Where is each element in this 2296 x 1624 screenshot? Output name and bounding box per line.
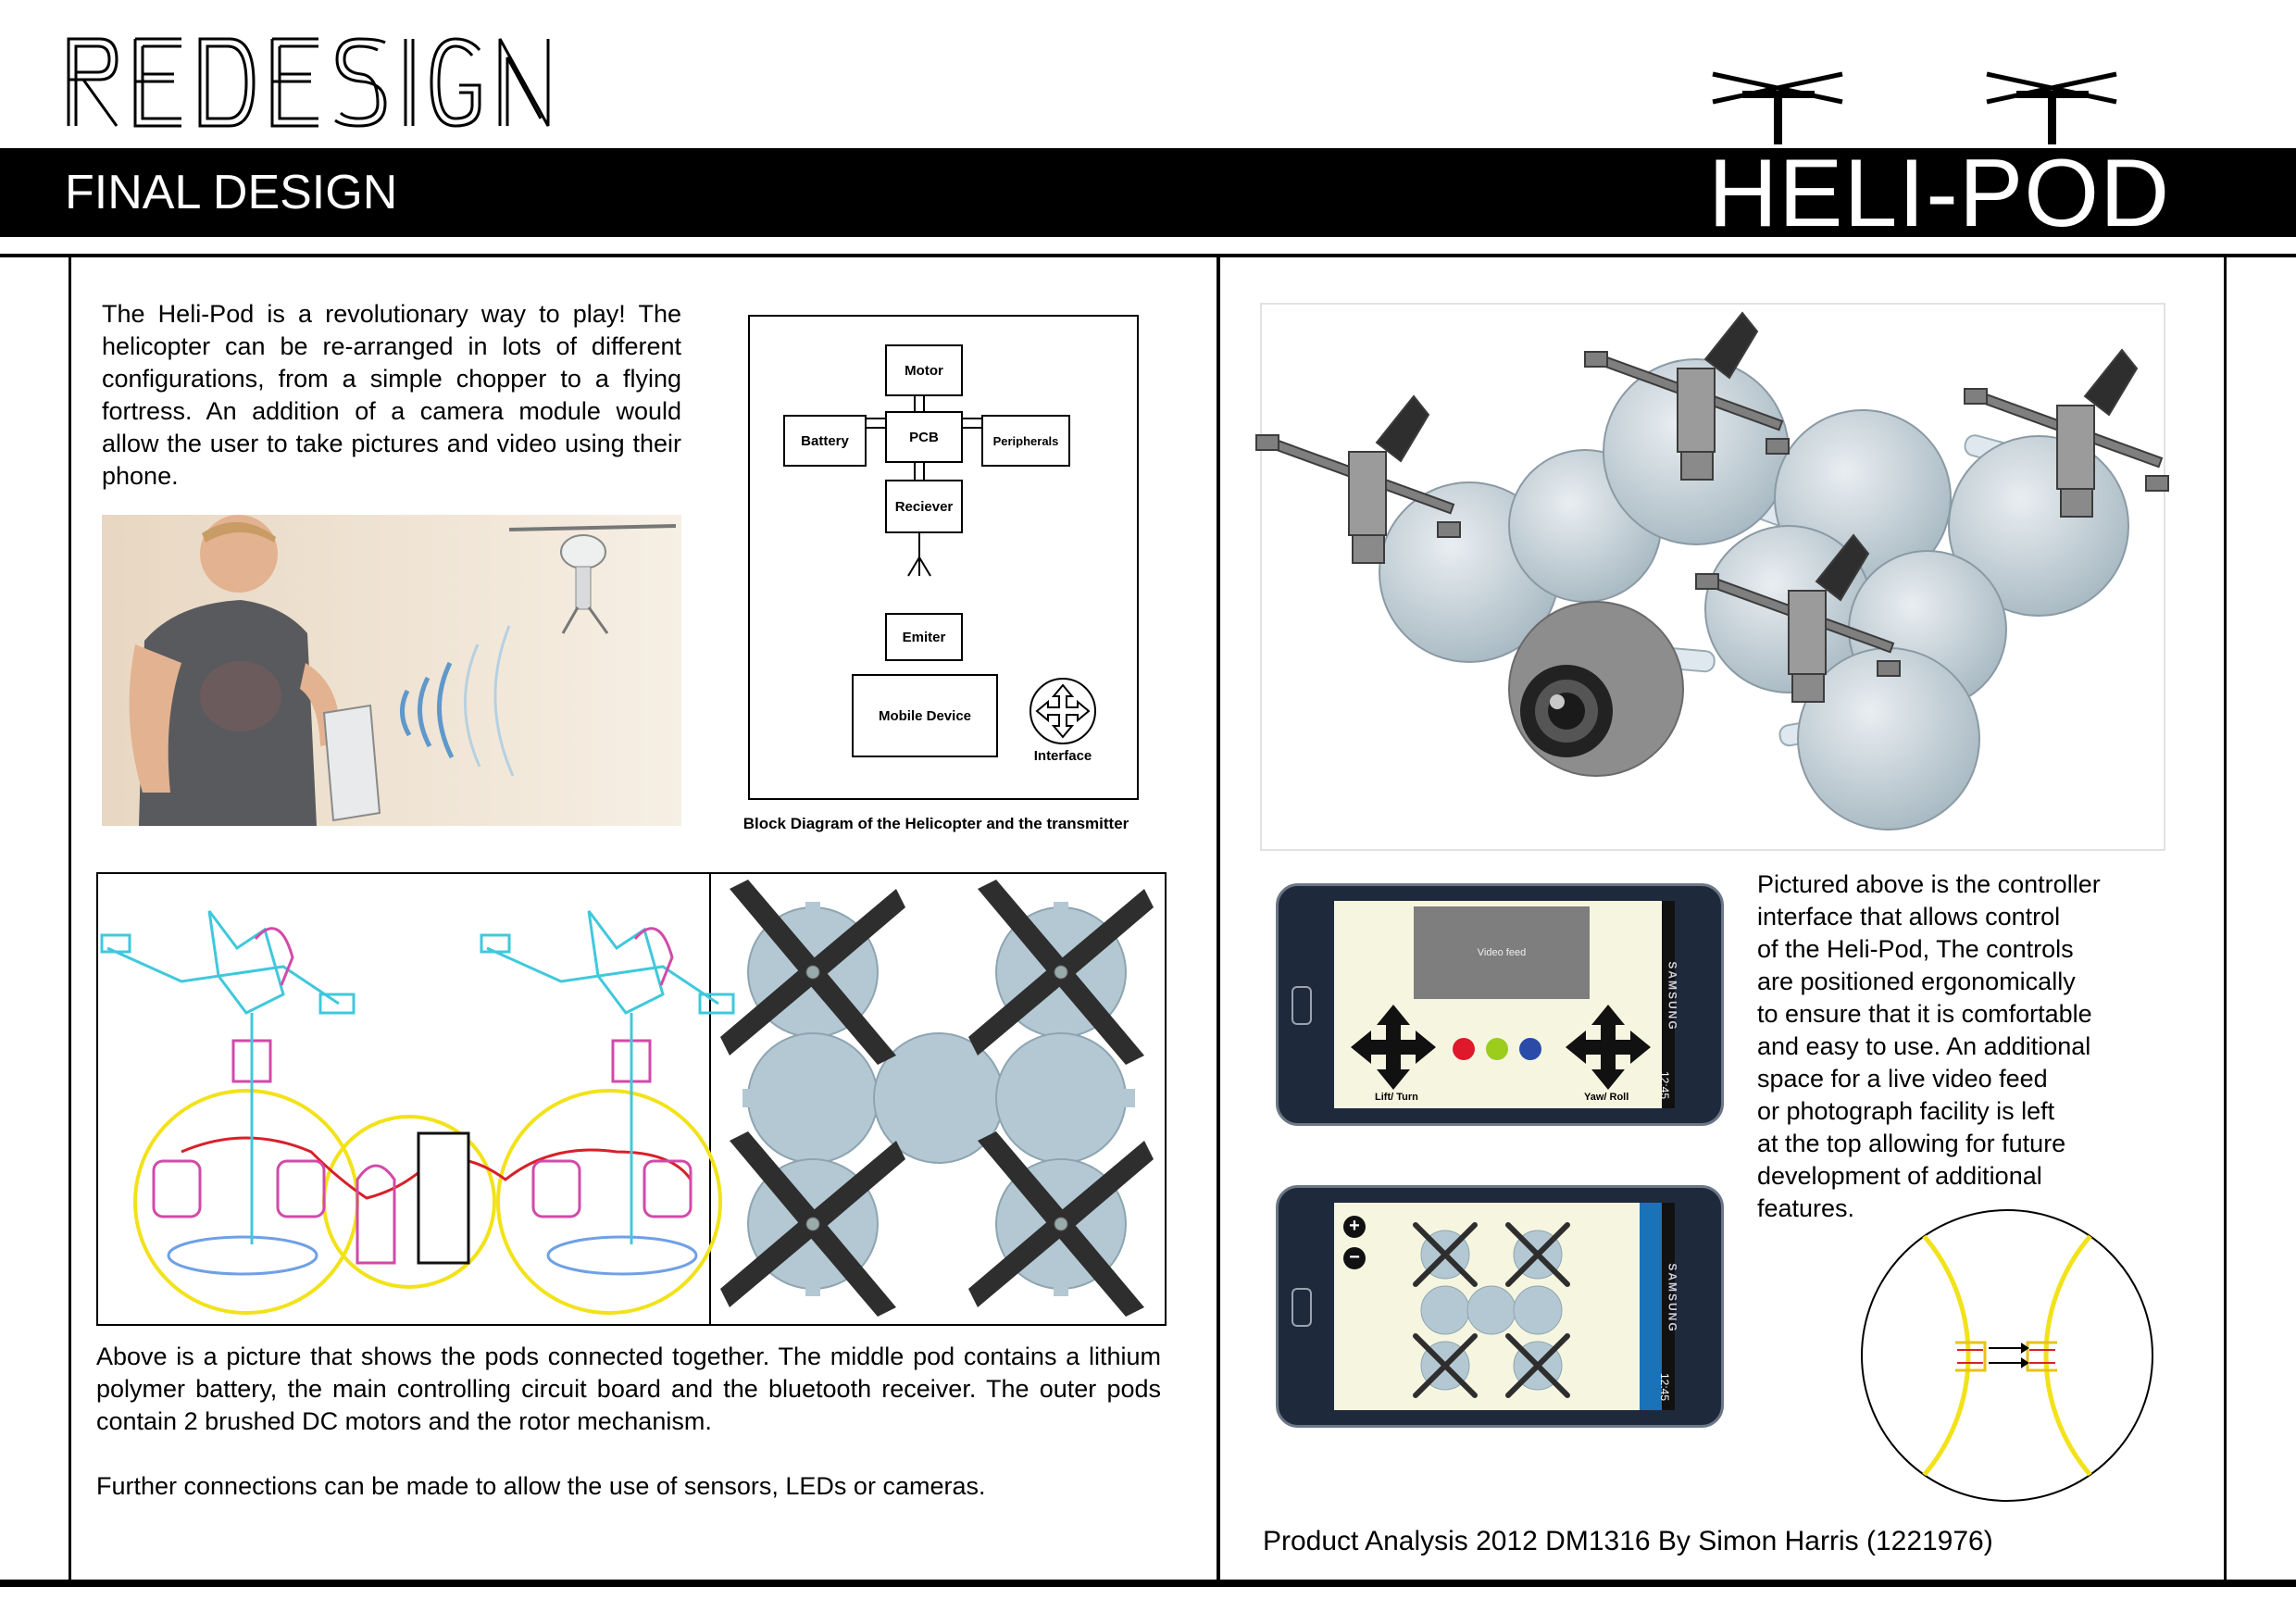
button-green[interactable] [1486,1038,1508,1060]
phone-screen [1334,901,1662,1108]
button-blue[interactable] [1519,1038,1541,1060]
intro-paragraph: The Heli-Pod is a revolutionary way to play! The helicopter can be re-arranged in lots of different configurations, from a simple chopper to a flying fortress. An addition of a camera module would allow the user to take pictures and video using their phone. [102,300,681,490]
phone-home-button[interactable] [1292,1288,1312,1327]
controller-line: interface that allows control [1757,903,2061,931]
phone-brand: SAMSUNG [1666,961,1679,1031]
phone-brand: SAMSUNG [1666,1263,1679,1333]
controller-line: or photograph facility is left [1757,1097,2055,1125]
phone-home-button[interactable] [1292,986,1312,1025]
section-label: FINAL DESIGN [65,166,398,219]
block-peripherals: Peripherals [981,415,1070,467]
interface-dpad-icon [1028,676,1098,746]
photo-man-flying-helicopter [102,515,681,826]
zoom-in-button[interactable] [1343,1216,1366,1238]
video-feed-area [1414,906,1590,999]
block-pcb: PCB [885,411,963,463]
video-feed-label: Video feed [1477,947,1527,958]
rotor-icon-left [1713,61,1852,144]
block-battery: Battery [783,415,867,467]
zoom-out-button[interactable] [1343,1247,1366,1269]
frame-center-line [1217,256,1220,1581]
phone-screen [1334,1203,1662,1410]
pods-top-view-drawing [713,874,1165,1324]
frame-bottom-line [0,1580,2296,1587]
controller-line: to ensure that it is comfortable [1757,1000,2092,1028]
controller-line: and easy to use. An additional [1757,1032,2091,1060]
block-emitter: Emiter [885,613,963,661]
phone-time: 12:45 [1658,1070,1672,1100]
frame-right-line [2224,256,2227,1581]
further-connections-text: Further connections can be made to allow the use of sensors, LEDs or cameras. [96,1472,986,1500]
phone-time: 12:45 [1658,1372,1672,1402]
frame-top-line [0,254,2296,257]
phone-configurator [1276,1185,1724,1428]
plus-icon: + [1349,1216,1360,1236]
connected-pods-line-drawing [98,874,709,1324]
controller-line: of the Heli-Pod, The controls [1757,935,2074,963]
button-red[interactable] [1453,1038,1475,1060]
redesign-title-lettering [63,33,581,135]
pods-description: Above is a picture that shows the pods connected together. The middle pod contains a lithium polymer battery, the main controlling circuit board and the bluetooth receiver. The outer pods contain 2 brushed DC motors and the rotor mechanism. [96,1343,1161,1435]
footer-credit: Product Analysis 2012 DM1316 By Simon Harris (1221976) [1263,1526,1993,1556]
dpad-right-icon[interactable] [1564,1003,1653,1092]
block-diagram-caption: Block Diagram of the Helicopter and the transmitter [742,815,1129,832]
minus-icon: − [1349,1247,1360,1268]
dpad-left-icon[interactable] [1349,1003,1438,1092]
frame-left-line [69,256,71,1581]
block-motor: Motor [885,344,963,396]
render-helipod-fortress [1261,304,2165,850]
phone-controller [1276,883,1724,1126]
controller-line: features. [1757,1194,1855,1222]
pod-connector-detail [1859,1207,2155,1504]
controller-line: at the top allowing for future [1757,1130,2066,1157]
pod-layout-preview[interactable] [1408,1218,1593,1403]
lift-turn-label: Lift/ Turn [1375,1092,1418,1103]
controller-line: are positioned ergonomically [1757,968,2076,995]
controller-line: Pictured above is the controller [1757,870,2101,898]
controller-description [1757,868,2202,1225]
product-name: HELI-POD [1708,140,2171,247]
controller-line: space for a live video feed [1757,1065,2048,1093]
rotor-icon-right [1987,61,2126,144]
pods-drawing-divider [709,872,711,1326]
block-mobile-device: Mobile Device [852,674,998,757]
interface-label: Interface [1033,748,1092,764]
yaw-roll-label: Yaw/ Roll [1584,1092,1629,1103]
block-receiver: Reciever [885,480,963,533]
controller-line: development of additional [1757,1162,2042,1190]
